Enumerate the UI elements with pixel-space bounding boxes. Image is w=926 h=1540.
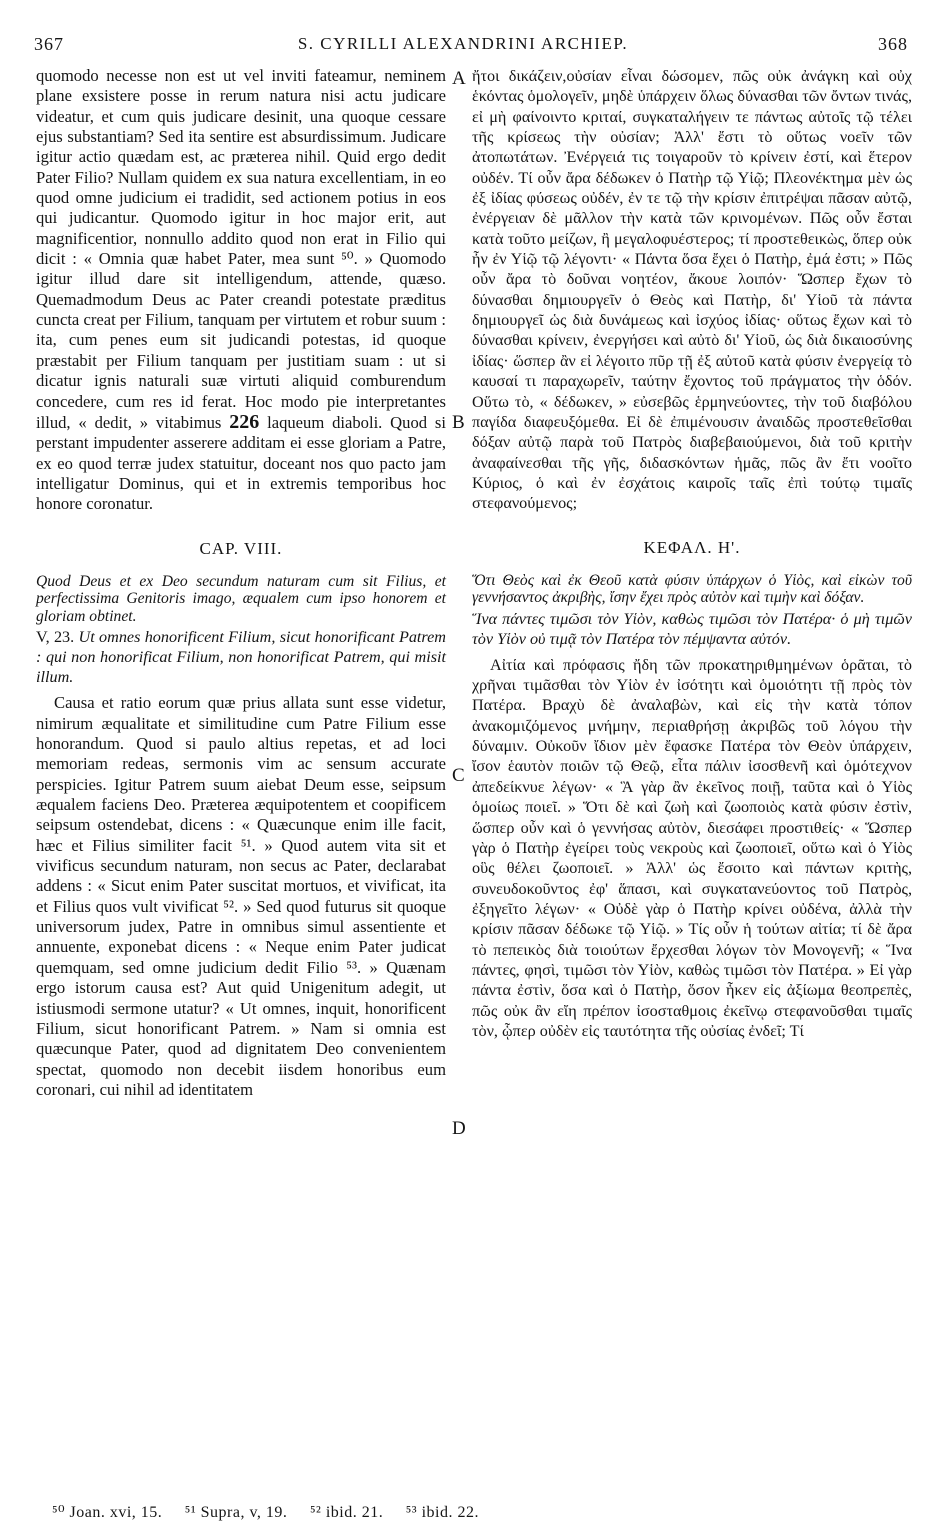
latin-verse xyxy=(36,627,446,687)
margin-letter-c: C xyxy=(452,765,465,786)
greek-column xyxy=(472,66,912,1041)
greek-chapter-summary: Ὅτι Θεὸς καὶ ἐκ Θεοῦ κατὰ φύσιν ὑπάρχων ὁ Υἱὸς, καὶ εἰκὼν τοῦ γεννήσαντος ἀκριβὴς, ἴσην ἔχει πρὸς αὐτὸν καὶ τιμὴν καὶ δόξαν. xyxy=(472,571,912,607)
greek-verse xyxy=(472,609,912,649)
latin-verse-text: Ut omnes honorificent Filium, sicut honorificant Patrem : qui non honorificat Filium, non honorificat Patrem, qui misit illum. xyxy=(36,628,446,687)
margin-letter-a: A xyxy=(452,68,466,89)
footnote-51: ⁵¹ Supra, v, 19. xyxy=(184,1504,288,1521)
footnote-53: ⁵³ ibid. 22. xyxy=(405,1504,479,1521)
latin-text-1: quomodo necesse non est ut vel inviti fateamur, neminem plane exsistere posse in rerum natura nisi actu judicare videatur, et cum quis judicare desinit, una quoque cessare ejus substantiam? Sed ita sentire est absurdissimum. Judicare igitur actio quædam est, ac præterea nihil. Quid ergo dedit Pater Filio? Nullam quidem ex sua natura excellentiam, in eo quod omne judicium ei tradidit, sed actionem potius in eos qui judicantur. Quomodo igitur in hoc major erit, aut magnificentior, nonnullo addito quod non erat in Filio qui dicit : « Omnia quæ habet Pater, mea sunt ⁵⁰. » Quomodo igitur illud dare sit intelligendum, attende, quæso. Quemadmodum Deus ac Pater creandi potestate præditus cuncta creat per Filium, tanquam per virtutem et robur suum : ita, cum penes eum sit judicandi potestas, id quoque præstabit per Filium tanquam per justitiam suam : ut si dicatur ignis naturali suæ virtuti aliquid comburendum concedere, cum res id ferat. Hoc modo pie interpretantes illud, « dedit, » vitabimus xyxy=(36,66,446,432)
latin-column xyxy=(36,66,446,1100)
footnote-50: ⁵⁰ Joan. xvi, 15. xyxy=(52,1504,163,1521)
latin-chapter-summary: Quod Deus et ex Deo secundum naturam cum sit Filius, et perfectissima Genitoris imago, æqualem cum ipso honorem et gloriam obtinet. xyxy=(36,572,446,625)
latin-text-1b: laqueum diaboli. Quod si perstant impudenter asserere additam ei esse gloriam a Patre, ex eo quod terræ judex statuitur, doceant nos quo pacto jam intelligatur Dominus, qui et in extremis temporibus hoc honore coronatur. xyxy=(36,412,446,514)
greek-verse-text: Ἵνα πάντες τιμῶσι τὸν Υἱὸν, καθὼς τιμῶσι τὸν Πατέρα· ὁ μὴ τιμῶν τὸν Υἱὸν οὐ τιμᾷ τὸν Πατέρα τὸν πέμψαντα αὐτόν. xyxy=(472,609,912,648)
greek-paragraph-1: ἤτοι δικάζειν,οὐσίαν εἶναι δώσομεν, πῶς οὐκ ἀνάγκη καὶ οὐχ ἑκόντας ὁμολογεῖν, μηδὲ ὑπάρχειν ὅλως δύνασθαι τῶν ὄντων τινάς, εἰ μὴ φαίνοιντο κριταί, συγκαταλήγειν τε πάντως αὐτοῖς τῷ τέλει τῆς κρίσεως τὴν οὐσίαν; Ἀλλ' ἔστι τὸ οὕτως νοεῖν τῶν ἀτοπωτάτων. Ἐνέργειά τις τοιγαροῦν τὸ κρίνειν ἐστί, καὶ ἕτερον οὐδέν. Τί οὖν ἄρα δέδωκεν ὁ Πατὴρ τῷ Υἱῷ; Πλεονέκτημα μὲν ὡς ἐξ ἰδίας φύσεως οὐδέν, ἐν τε τῷ τὴν κρίσιν ἐπιτρέψαι πᾶσαν αὐτῷ, ἐνέργειαν δὲ μᾶλλον τὴν κατὰ τῶν κρινομένων. Πῶς οὖν ἔσται κατὰ τοῦτο μείζων, ἢ μεγαλοφυέστερος; τί προστεθεικὼς, ὅπερ οὐκ ἦν ἐν Υἱῷ τῷ λέγοντι· « Πάντα ὅσα ἔχει ὁ Πατὴρ, ἐμά ἐστι; » Πῶς οὖν ἄρα τὸ δοῦναι νοητέον, ἄκουε λοιπόν· Ὥσπερ ἔχων τὸ δύνασθαι δημιουργεῖν ὁ Θεὸς καὶ Πατὴρ, δι' Υἱοῦ τὰ πάντα δημιουργεῖ ὡς διὰ δυνάμεως καὶ ἰσχύος ἰδίας· οὕτως ἔχων καὶ τὸ δύνασθαι κρίνειν, ἐνεργήσει καὶ αὐτὸ δι' Υἱοῦ, ὡς διὰ δικαιοσύνης ἰδίας· ὥσπερ ἂν εἰ λέγοιτο πῦρ τῇ ἐξ αὐτοῦ κατὰ φύσιν ἐνεργείᾳ τὸ καυσαί τι παραχωρεῖν, ταύτην ἔχοντος τοῦ πράγματος τὴν ὁδόν. Οὕτω τὸ, « δέδωκεν, » εὐσεβῶς ἑρμηνεύοντες, τὴν τοῦ διαβόλου παγίδα διαφευξόμεθα. Εἰ δὲ ἐπιμένουσιν ἀναιδῶς προστεθεῖσθαι δόξαν αὐτῷ παρὰ τοῦ Πατρὸς διαβεβαιούμενοι, διὰ τοῦ κριτὴν ἀναφαίνεσθαι τῆς γῆς, διδασκόντων ἡμᾶς, πῶς ἂν ἔτι νοοῖτο Κύριος, ὁ καὶ ἐν ἐσχάτοις καιροῖς ταῖς ἐπὶ τούτῳ τιμαῖς στεφανούμενος; xyxy=(472,67,912,513)
latin-chapter-heading: CAP. VIII. xyxy=(199,538,283,558)
verse-reference: V, 23. xyxy=(36,628,75,647)
margin-letter-b: B xyxy=(452,412,465,433)
latin-paragraph-1 xyxy=(36,66,446,515)
page-number-left: 367 xyxy=(34,34,64,54)
footnotes xyxy=(52,1502,497,1522)
latin-paragraph-2: Causa et ratio eorum quæ prius allata sunt esse videtur, nimirum æqualitate et similitudine cum Patre Filium esse honorandum. Quod si paulo altius repetas, et ad loci memoriam redeas, sermonis vim ac sensum accurate perspicies. Igitur Patrem suum aiebat Deum esse, seipsum æqualem faciens Deo. Præterea æquipotentem et coopificem seipsum ostendebat, dicens : « Quæcunque enim ille facit, hæc et Filius similiter facit ⁵¹. » Quod autem vita sit et vivificus secundum naturam, non secus ac Pater, declarabat addens : « Sicut enim Pater suscitat mortuos, et vivificat, ita et Filius quos vult vivificat ⁵². » Sed quod futurus sit quoque universorum judex, Patre in omnibus simul assentiente et annuente, exponebat dicens : « Neque enim Pater judicat quemquam, sed omne judicium dedit Filio ⁵³. » Quænam ergo istorum causa est? Aut quid Unigenitum adegit, ut istiusmodi sermone utatur? « Ut omnes, inquit, honorificent Filium, sicut honorificant Patrem. » Nam si omnia est quæcunque Pater, quod ad dignitatem Deo convenientem spectat, quomodo non decebit iisdem honoribus eum coronari, cui nihil ad identitatem xyxy=(36,693,446,1099)
greek-chapter-heading: ΚΕΦΑΛ. Η'. xyxy=(643,537,741,557)
footnote-52: ⁵² ibid. 21. xyxy=(309,1504,384,1521)
column-number: 226 xyxy=(229,410,260,433)
page-number-right: 368 xyxy=(878,34,908,54)
running-title: S. CYRILLI ALEXANDRINI ARCHIEP. xyxy=(297,34,629,53)
greek-paragraph-2: Αἰτία καὶ πρόφασις ἤδη τῶν προκατηριθμημένων ὁρᾶται, τὸ χρῆναι τιμᾶσθαι τὸν Υἱὸν ἐν ἰσότητι καὶ ὁμοιότητι τῇ πρὸς τὸν Πατέρα. Βραχὺ δὲ ἀναλαβὼν, καὶ εἰς τὴν κατὰ τόπον ἀνακομιζόμενος μνήμην, περιαθρήσῃ ἀκριβῶς τοῦ λόγου τὴν δύναμιν. Οὐκοῦν ἴδιον μὲν ἔφασκε Πατέρα τὸν Θεὸν ὑπάρχειν, ἴσον ἑαυτὸν ποιῶν τῷ Θεῷ, εἶτα πάλιν ἰσοσθενῆ καὶ ὁμότεχνον ἀπεδείκνυε λέγων· « Ἃ γὰρ ἂν ἐκεῖνος ποιῇ, ταῦτα καὶ ὁ Υἱὸς ὁμοίως ποιεῖ. » Ὅτι δὲ καὶ ζωὴ καὶ ζωοποιὸς κατὰ φύσιν ἐστὶν, ὥσπερ οὖν καὶ ὁ γεννήσας αὐτὸν, διεσάφει προστιθείς· « Ὥσπερ γὰρ ὁ Πατὴρ ἐγείρει τοὺς νεκροὺς καὶ ζωοποιεῖ, οὕτω καὶ ὁ Υἱὸς οὓς θέλει ζωοποιεῖ. » Ἀλλ' ὡς ἔσοιτο καὶ πάντων κριτὴς, συνευδοκοῦντος ἐφ' ἅπασι, καὶ συγκατανεύοντος τοῦ Πατρὸς, ἐξηγεῖτο λέγων· « Οὐδὲ γὰρ ὁ Πατὴρ κρίνει οὐδένα, ἀλλὰ τὴν κρίσιν πᾶσαν δέδωκε τῷ Υἱῷ. » Τίς οὖν ἡ τούτων αἰτία; τί δὲ ἄρα τὸ πεπεικὸς διὰ τοιούτων ἔρχεσθαι λόγων τὸν Μονογενῆ; « Ἵνα πάντες, φησὶ, τιμῶσι τὸν Υἱὸν, καθὼς τιμῶσι τὸν Πατέρα. » Εἰ γὰρ πάντα ἐστὶν, ὅσα καὶ ὁ Πατὴρ, ὅσον ἧκεν εἰς ἀξίωμα θεοπρεπὲς, πῶς οὐκ ἂν εἴη πρέπον ἰσοσταθμοις ἐκεῖνῳ στεφανοῦσθαι τιμαῖς τὸν, ᾧπερ οὐδὲν εἰς ταυτότητα τῆς οὐσίας ἐνδεῖ; Τί xyxy=(472,655,912,1040)
margin-letter-d: D xyxy=(452,1118,466,1139)
